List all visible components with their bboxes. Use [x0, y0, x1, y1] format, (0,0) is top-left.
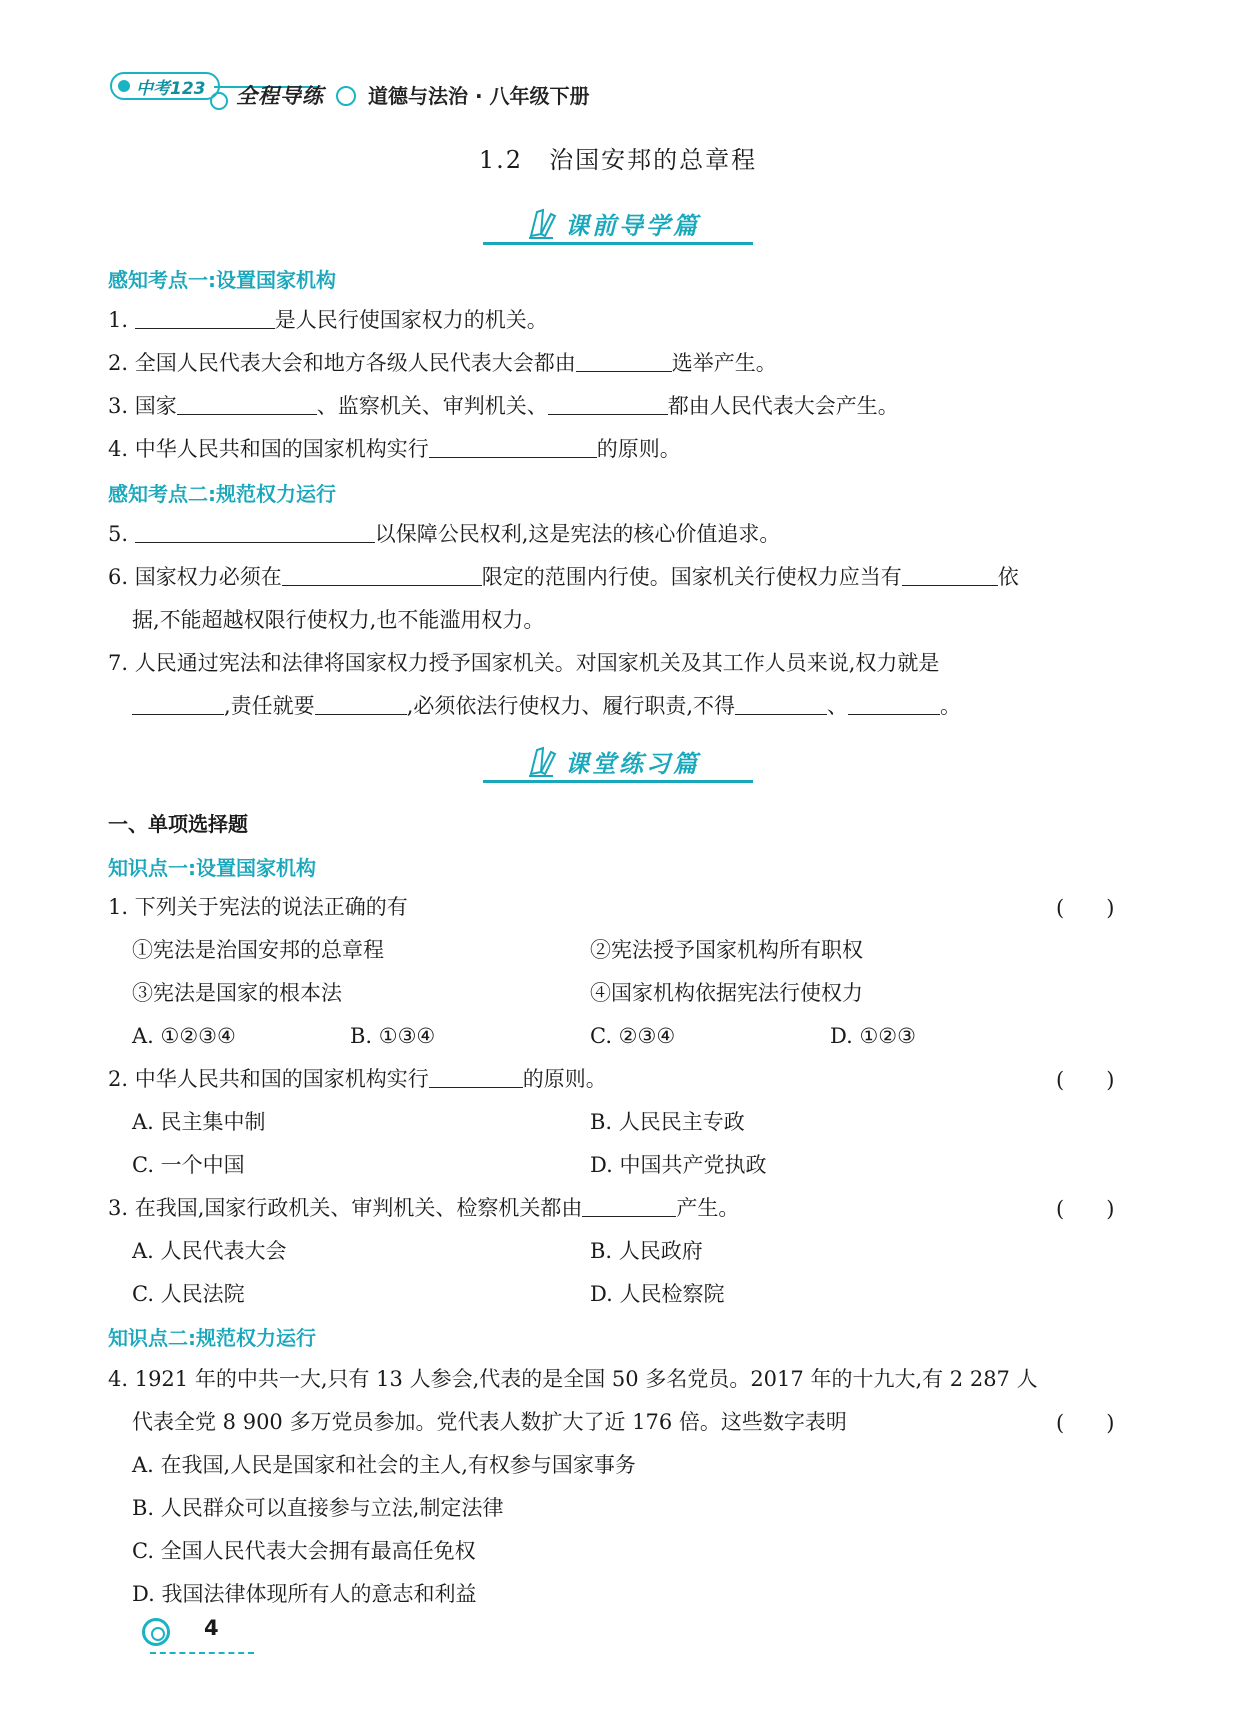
question-text: 的原则。	[596, 437, 681, 461]
mc-question-1-stem: 1. 下列关于宪法的说法正确的有	[108, 895, 408, 919]
page-ring-icon	[142, 1618, 170, 1646]
answer-blank[interactable]	[135, 520, 375, 543]
question-text: 2. 全国人民代表大会和地方各级人民代表大会都由	[108, 351, 576, 375]
statement: ②宪法授予国家机构所有职权	[590, 938, 863, 962]
banner-underline	[483, 780, 753, 783]
question-2	[108, 348, 777, 378]
mc-question-4-stem-cont: 代表全党 8 900 多万党员参加。党代表人数扩大了近 176 倍。这些数字表明	[132, 1410, 847, 1434]
question-number: 5.	[108, 522, 129, 546]
answer-blank[interactable]	[582, 1194, 676, 1217]
question-3	[108, 391, 899, 421]
section-title: 1.2 治国安邦的总章程	[478, 146, 758, 174]
part-heading: 一、单项选择题	[108, 812, 248, 836]
answer-blank[interactable]	[848, 692, 940, 715]
question-text: 、	[827, 694, 849, 718]
question-text: 限定的范围内行使。国家机关行使权力应当有	[481, 565, 902, 589]
question-text: 依	[997, 565, 1019, 589]
question-text: 4. 中华人民共和国的国家机构实行	[108, 437, 429, 461]
answer-blank[interactable]	[132, 692, 224, 715]
footer-divider	[150, 1652, 254, 1654]
option-a[interactable]: A. ①②③④	[132, 1024, 236, 1048]
question-text: ,责任就要	[224, 694, 315, 718]
mc-question-2-stem	[108, 1064, 607, 1094]
option-b[interactable]: B. 人民民主专政	[590, 1110, 745, 1134]
option-c[interactable]: C. 人民法院	[132, 1282, 245, 1306]
option-b[interactable]: B. 人民政府	[590, 1239, 703, 1263]
page-number: 4	[204, 1616, 219, 1640]
mc-question-4-stem: 4. 1921 年的中共一大,只有 13 人参会,代表的是全国 50 多名党员。2017 年的十九大,有 2 287 人	[108, 1367, 1038, 1391]
banner-pre-study	[483, 204, 753, 244]
ring-icon	[210, 92, 228, 110]
knowledge-point-heading: 感知考点二:规范权力运行	[108, 482, 336, 506]
question-6-cont: 据,不能超越权限行使权力,也不能滥用权力。	[132, 608, 545, 632]
answer-blank[interactable]	[429, 1065, 523, 1088]
answer-blank[interactable]	[177, 392, 317, 415]
statement: ③宪法是国家的根本法	[132, 981, 342, 1005]
option-d[interactable]: D. 我国法律体现所有人的意志和利益	[132, 1582, 477, 1606]
pen-icon	[527, 744, 557, 778]
answer-parentheses[interactable]: ( )	[1056, 896, 1115, 920]
logo-text: 中考123	[136, 78, 206, 99]
mc-question-3-stem	[108, 1193, 739, 1223]
question-text: 产生。	[676, 1196, 740, 1220]
answer-blank[interactable]	[429, 435, 597, 458]
option-d[interactable]: D. ①②③	[830, 1024, 916, 1048]
option-c[interactable]: C. 全国人民代表大会拥有最高任免权	[132, 1539, 476, 1563]
question-7-cont	[132, 691, 961, 721]
option-d[interactable]: D. 中国共产党执政	[590, 1153, 767, 1177]
question-number: 1.	[108, 308, 129, 332]
ring-icon	[336, 86, 356, 106]
page-header	[110, 66, 670, 112]
question-text: 6. 国家权力必须在	[108, 565, 282, 589]
answer-blank[interactable]	[902, 563, 998, 586]
option-d[interactable]: D. 人民检察院	[590, 1282, 725, 1306]
answer-parentheses[interactable]: ( )	[1056, 1411, 1115, 1435]
question-5	[108, 519, 780, 549]
banner-label: 课堂练习篇	[565, 750, 700, 778]
logo-dot-icon	[118, 80, 130, 92]
ring-inner	[151, 1627, 165, 1641]
series-title: 全程导练	[236, 84, 324, 108]
option-c[interactable]: C. 一个中国	[132, 1153, 245, 1177]
answer-parentheses[interactable]: ( )	[1056, 1068, 1115, 1092]
option-c[interactable]: C. ②③④	[590, 1024, 676, 1048]
banner-class-practice	[483, 742, 753, 782]
question-1	[108, 305, 548, 335]
question-text: 、监察机关、审判机关、	[316, 394, 548, 418]
question-text: ,必须依法行使权力、履行职责,不得	[406, 694, 736, 718]
banner-underline	[483, 242, 753, 245]
logo	[110, 72, 220, 100]
option-a[interactable]: A. 民主集中制	[132, 1110, 266, 1134]
pen-icon	[527, 206, 557, 240]
knowledge-point-heading: 感知考点一:设置国家机构	[108, 268, 336, 292]
statement: ④国家机构依据宪法行使权力	[590, 981, 863, 1005]
option-b[interactable]: B. 人民群众可以直接参与立法,制定法律	[132, 1496, 504, 1520]
knowledge-point-heading: 知识点一:设置国家机构	[108, 856, 316, 880]
option-a[interactable]: A. 人民代表大会	[132, 1239, 287, 1263]
question-text: 。	[940, 694, 962, 718]
question-4	[108, 434, 681, 464]
question-text: 都由人民代表大会产生。	[667, 394, 899, 418]
answer-blank[interactable]	[282, 563, 482, 586]
answer-parentheses[interactable]: ( )	[1056, 1197, 1115, 1221]
question-text: 选举产生。	[671, 351, 777, 375]
book-title: 道德与法治 · 八年级下册	[368, 84, 590, 108]
answer-blank[interactable]	[735, 692, 827, 715]
question-text: 的原则。	[522, 1067, 607, 1091]
question-7: 7. 人民通过宪法和法律将国家权力授予国家机关。对国家机关及其工作人员来说,权力就是	[108, 651, 940, 675]
statement: ①宪法是治国安邦的总章程	[132, 938, 384, 962]
option-a[interactable]: A. 在我国,人民是国家和社会的主人,有权参与国家事务	[132, 1453, 636, 1477]
question-text: 3. 国家	[108, 394, 177, 418]
answer-blank[interactable]	[548, 392, 668, 415]
question-text: 2. 中华人民共和国的国家机构实行	[108, 1067, 429, 1091]
option-b[interactable]: B. ①③④	[350, 1024, 436, 1048]
knowledge-point-heading: 知识点二:规范权力运行	[108, 1326, 316, 1350]
answer-blank[interactable]	[315, 692, 407, 715]
question-text: 3. 在我国,国家行政机关、审判机关、检察机关都由	[108, 1196, 583, 1220]
banner-label: 课前导学篇	[565, 212, 700, 240]
question-text: 是人民行使国家权力的机关。	[274, 308, 548, 332]
question-6	[108, 562, 1019, 592]
answer-blank[interactable]	[135, 306, 275, 329]
answer-blank[interactable]	[576, 349, 672, 372]
question-text: 以保障公民权利,这是宪法的核心价值追求。	[374, 522, 781, 546]
